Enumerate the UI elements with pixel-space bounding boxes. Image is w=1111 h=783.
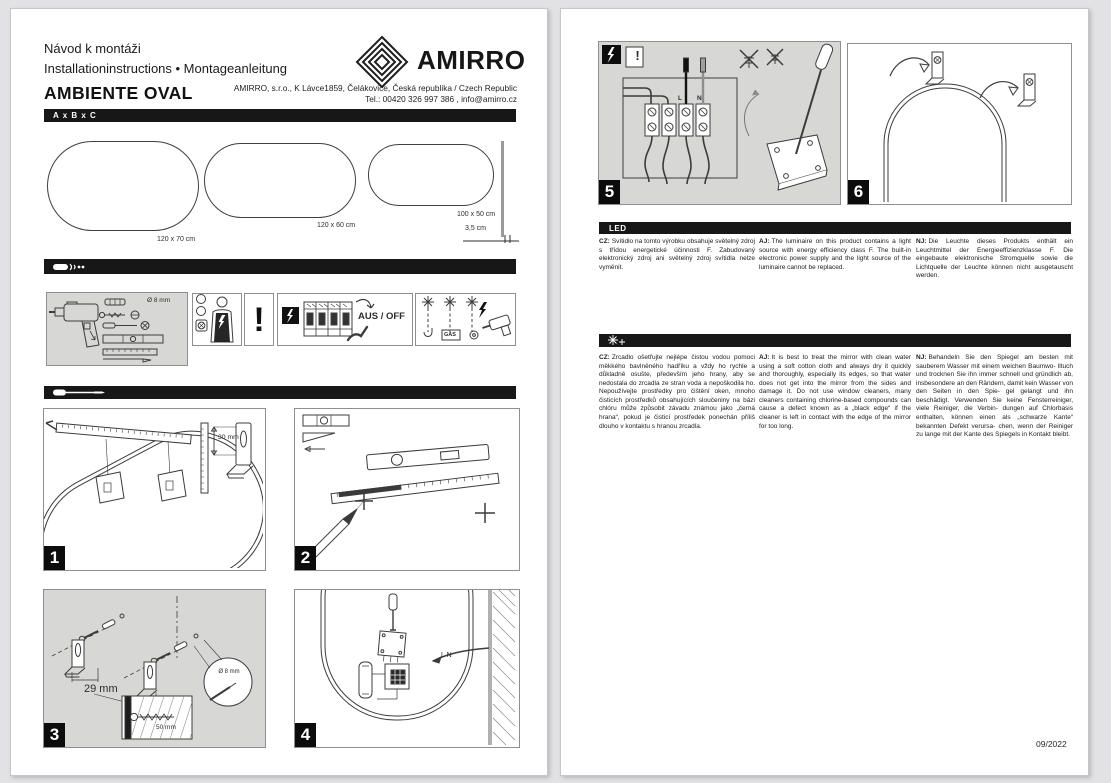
led-aj-text: The luminaire on this product contains a light source with energy efficiency class F. The built-in electronic power supply and the light source of the luminaire cannot be replaced. xyxy=(759,238,911,271)
step1-panel xyxy=(43,408,266,571)
step5-panel xyxy=(598,41,841,205)
step3-panel xyxy=(43,589,266,748)
led-nj-text: Die Leuchte dieses Produkts enthält ein Leuchtmittel der Energieeffizienzklasse F. Die eingebaute elektronische Stromquelle sowie die Lichtquelle der Leuchte können nicht ausgetauscht werden. xyxy=(916,238,1073,280)
live-wire-label: L xyxy=(678,95,682,102)
led-nj-lang: NJ: xyxy=(916,238,927,245)
led-text-cz xyxy=(599,238,755,272)
care-aj-lang: AJ: xyxy=(759,354,770,361)
step5-number: 5 xyxy=(599,180,620,204)
amirro-diamond-logo-icon xyxy=(355,35,409,89)
gas-label: GAS xyxy=(444,331,456,338)
electrician-icon xyxy=(193,294,239,343)
warning-exclamation-panel xyxy=(244,293,274,346)
care-text-aj xyxy=(759,354,911,431)
contact-line: Tel.: 00420 326 997 386 , info@amirro.cz xyxy=(365,94,517,105)
led-bar-label: LED xyxy=(609,223,627,233)
required-tools-panel xyxy=(46,292,188,366)
sparkle-clean-icon xyxy=(607,335,627,346)
size-label-120x70: 120 x 70 cm xyxy=(157,236,196,243)
led-cz-lang: CZ: xyxy=(599,238,610,245)
screws-bar xyxy=(44,386,516,399)
care-nj-lang: NJ: xyxy=(916,354,927,361)
step3-number: 3 xyxy=(44,723,65,747)
depth-label: 50 mm xyxy=(156,724,176,731)
size-bar xyxy=(44,109,516,122)
step6-number: 6 xyxy=(848,180,869,204)
step1-drawing xyxy=(44,409,263,568)
hidden-pipes-icon xyxy=(416,294,513,343)
led-aj-lang: AJ: xyxy=(759,238,770,245)
care-text-cz xyxy=(599,354,755,431)
led-section-bar xyxy=(599,222,1071,234)
hidden-lines-warning-panel xyxy=(415,293,516,346)
size-bar-label: A x B x C xyxy=(53,111,97,120)
care-cz-text: Zrcadlo ošetřujte nejlépe čistou vodou pomoci měkkého bavlněného hadříku a vždy ho rychle a důkladně osušte, především jeho hrany, aby se nedostala do zrcadla ze stran voda a nepoškodila ho. Nepoužívejte prostředky pro čištění oken, mnoho čisticích prostředků obsahujících sloučeniny na bázi chlóru může způsobit závadu známou jako „černá hrana“, pokud je čisticí prostředek ponechán příliš dlouho v kontaktu s hranou zrcadla. xyxy=(599,354,755,430)
hole-size-label: Ø 8 mm xyxy=(218,669,240,675)
step2-number: 2 xyxy=(295,546,316,570)
wall-anchor-icon xyxy=(52,262,86,272)
step3-drawing xyxy=(44,590,263,745)
product-name: AMBIENTE OVAL xyxy=(44,83,193,103)
aus-off-label: AUS / OFF xyxy=(358,311,405,322)
thickness-label: 3,5 cm xyxy=(465,225,487,232)
led-text-nj xyxy=(916,238,1073,281)
care-text-nj xyxy=(916,354,1073,440)
address-line: AMIRRO, s.r.o., K Lávce1859, Čelákovice, Česká republika / Czech Republic xyxy=(233,83,517,93)
exclamation-icon: ! xyxy=(253,300,265,339)
neutral-wire-label: N xyxy=(697,95,702,102)
step5-drawing xyxy=(599,42,838,202)
anchors-bar xyxy=(44,259,516,274)
step1-number: 1 xyxy=(44,546,65,570)
led-cz-text: Svítidlo na tomto výrobku obsahuje světelný zdroj s třídou energetické účinnosti F. Zabudovaný elektronický zdroj ani světelný zdroj svítidla nelze vyměnit. xyxy=(599,238,755,271)
step2-panel xyxy=(294,408,520,571)
wires-ln-label: L N xyxy=(441,652,452,659)
care-nj-text: Behandeln Sie den Spiegel am besten mit sauberem Wasser mit einem weichen Baumwo- lltuch und trocknen Sie ihn immer schnell und gründlich ab, insbesondere an den Rändern, damit kein Wasser von den Seiten in den Spie- gel gelangt und ihn beschädigt. Verwenden Sie keine Fensterreiniger, viele Reiniger, die Verbin- dungen auf Chlorbasis enthalten, können einen als „schwarze Kante“ bekannten Defekt verursa- chen, wenn der Reiniger zu lange mit der Kante des Spiegels in Kontakt bleibt. xyxy=(916,354,1073,439)
mirror-side-profile xyxy=(501,141,504,237)
step4-number: 4 xyxy=(295,723,316,747)
footer-date: 09/2022 xyxy=(1036,739,1067,749)
screw-icon xyxy=(52,388,108,397)
led-text-aj xyxy=(759,238,911,272)
drill-bit-size-label: Ø 8 mm xyxy=(147,297,171,304)
size-label-120x60: 120 x 60 cm xyxy=(317,222,356,229)
title-czech: Návod k montáži xyxy=(44,41,141,56)
step4-drawing xyxy=(295,590,517,745)
mirror-oval-120x60 xyxy=(204,143,356,218)
electrician-pictogram-panel xyxy=(192,293,242,346)
step4-panel xyxy=(294,589,520,748)
bracket-offset-label: 30 mm xyxy=(218,434,239,441)
company-address xyxy=(207,83,517,105)
alert-exclamation-icon: ! xyxy=(635,48,640,63)
power-off-panel xyxy=(277,293,413,346)
brand-wordmark: AMIRRO xyxy=(417,45,526,75)
page-right xyxy=(560,8,1089,776)
step2-drawing xyxy=(295,409,517,568)
header-titles xyxy=(44,39,287,78)
size-label-100x50: 100 x 50 cm xyxy=(457,211,496,218)
thickness-dimension-line xyxy=(461,234,521,244)
step6-drawing xyxy=(848,44,1069,202)
page-left xyxy=(10,8,548,776)
care-aj-text: It is best to treat the mirror with clean water using a soft cotton cloth and always dry it quickly and thoroughly, especially its edges, so that water does not get into the mirror from the sides and damage it. Do not use window cleaners, many cleaners containing chlorine-based compounds can cause a defect known as a „black edge“ if the cleaner is left in contact with the edge of the mirror for too long. xyxy=(759,354,911,430)
brand-logo xyxy=(355,35,535,85)
title-international: Installationinstructions • Montageanleitung xyxy=(44,60,288,76)
step6-panel xyxy=(847,43,1072,205)
care-section-bar xyxy=(599,334,1071,347)
spacing-label: 29 mm xyxy=(84,683,118,695)
care-cz-lang: CZ: xyxy=(599,354,610,361)
mirror-oval-120x70 xyxy=(47,141,199,231)
mirror-oval-100x50 xyxy=(368,144,494,206)
